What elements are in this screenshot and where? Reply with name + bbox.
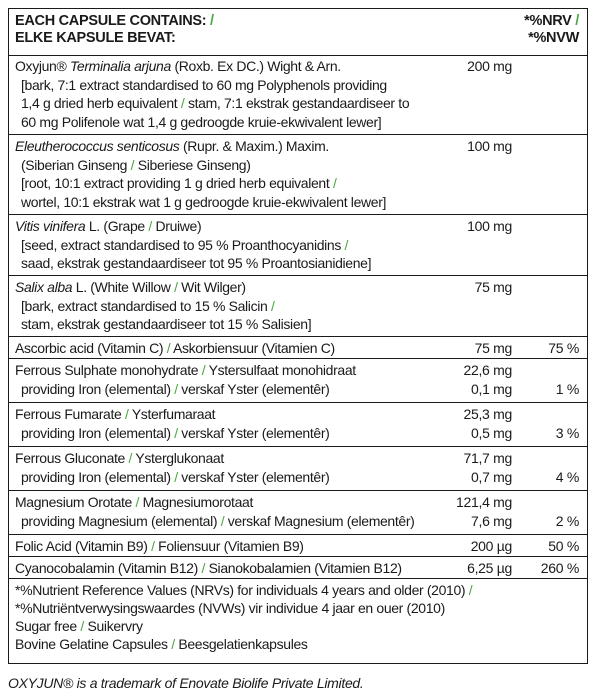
nrv-value: 50 % (548, 538, 579, 554)
amount: 75 mg (474, 279, 512, 295)
amount: 100 mg (467, 138, 512, 154)
header-nrv-en: *%NRV / (524, 13, 579, 29)
amount: 6,25 µg (467, 560, 512, 576)
ingredient-row-ferrous-sulphate: Ferrous Sulphate monohydrate / Ystersulfaat monohidraat providing Iron (elemental) / verskaf Yster (elementêr) 22,6 mg 0,1 mg 1 % (9, 359, 587, 403)
panel-header (9, 9, 587, 56)
ingredient-row-vitis: Vitis vinifera L. (Grape / Druiwe) [seed, extract standardised to 95 % Proanthocyanidins / saad, ekstrak gestandaardiseer tot 95 % Proantosianidiene] 100 mg (9, 215, 587, 276)
ingredient-row-ferrous-fumarate: Ferrous Fumarate / Ysterfumaraat providing Iron (elemental) / verskaf Yster (elementêr) 25,3 mg 0,5 mg 3 % (9, 403, 587, 447)
ingredient-row-ferrous-gluconate: Ferrous Gluconate / Ysterglukonaat providing Iron (elemental) / verskaf Yster (elementêr) 71,7 mg 0,7 mg 4 % (9, 447, 587, 491)
supplement-facts-panel (8, 8, 588, 664)
trademark-notice: OXYJUN® is a trademark of Enovate Biolife Private Limited. (8, 675, 364, 691)
header-contains-af: ELKE KAPSULE BEVAT: (15, 30, 176, 46)
ingredient-row-cyanocobalamin: Cyanocobalamin (Vitamin B12) / Sianokobalamien (Vitamien B12) 6,25 µg 260 % (9, 557, 587, 579)
ingredient-row-ascorbic: Ascorbic acid (Vitamin C) / Askorbiensuur (Vitamien C) 75 mg 75 % (9, 337, 587, 359)
amount: 200 µg (470, 538, 512, 554)
panel-footer: *%Nutrient Reference Values (NRVs) for individuals 4 years and older (2010) / *%Nutriëntverwysingswaardes (NVWs) vir individue 4 jaar en ouer (2010) Sugar free / Suikervry Bovine Gelatine Capsules / Beesgelatienkapsules (15, 582, 473, 652)
ingredient-row-folic-acid: Folic Acid (Vitamin B9) / Foliensuur (Vitamien B9) 200 µg 50 % (9, 535, 587, 557)
nrv-value: 75 % (548, 340, 579, 356)
ingredient-row-terminalia: Oxyjun® Terminalia arjuna (Roxb. Ex DC.) Wight & Arn. [bark, 7:1 extract standardised to 60 mg Polyphenols providing 1,4 g dried herb equivalent / stam, 7:1 ekstrak gestandaardiseer to 60 mg Polifenole wat 1,4 g gedroogde kruie-ekwivalent lewer] 200 mg (9, 55, 587, 135)
nrv-value: 260 % (540, 560, 579, 576)
header-contains-en: EACH CAPSULE CONTAINS: / (15, 13, 214, 29)
amount: 100 mg (467, 218, 512, 234)
amount: 200 mg (467, 58, 512, 74)
ingredient-row-salix: Salix alba L. (White Willow / Wit Wilger) [bark, extract standardised to 15 % Salicin / stam, ekstrak gestandaardiseer tot 15 % Salisien] 75 mg (9, 276, 587, 337)
header-nrv-af: *%NVW (528, 30, 579, 46)
amount: 75 mg (474, 340, 512, 356)
ingredient-row-magnesium-orotate: Magnesium Orotate / Magnesiumorotaat providing Magnesium (elemental) / verskaf Magnesium (elementêr) 121,4 mg 7,6 mg 2 % (9, 491, 587, 535)
ingredient-row-eleutherococcus: Eleutherococcus senticosus (Rupr. & Maxim.) Maxim. (Siberian Ginseng / Siberiese Ginseng) [root, 10:1 extract providing 1 g dried herb equivalent / wortel, 10:1 ekstrak wat 1 g gedroogde kruie-ekwivalent lewer] 100 mg (9, 135, 587, 215)
